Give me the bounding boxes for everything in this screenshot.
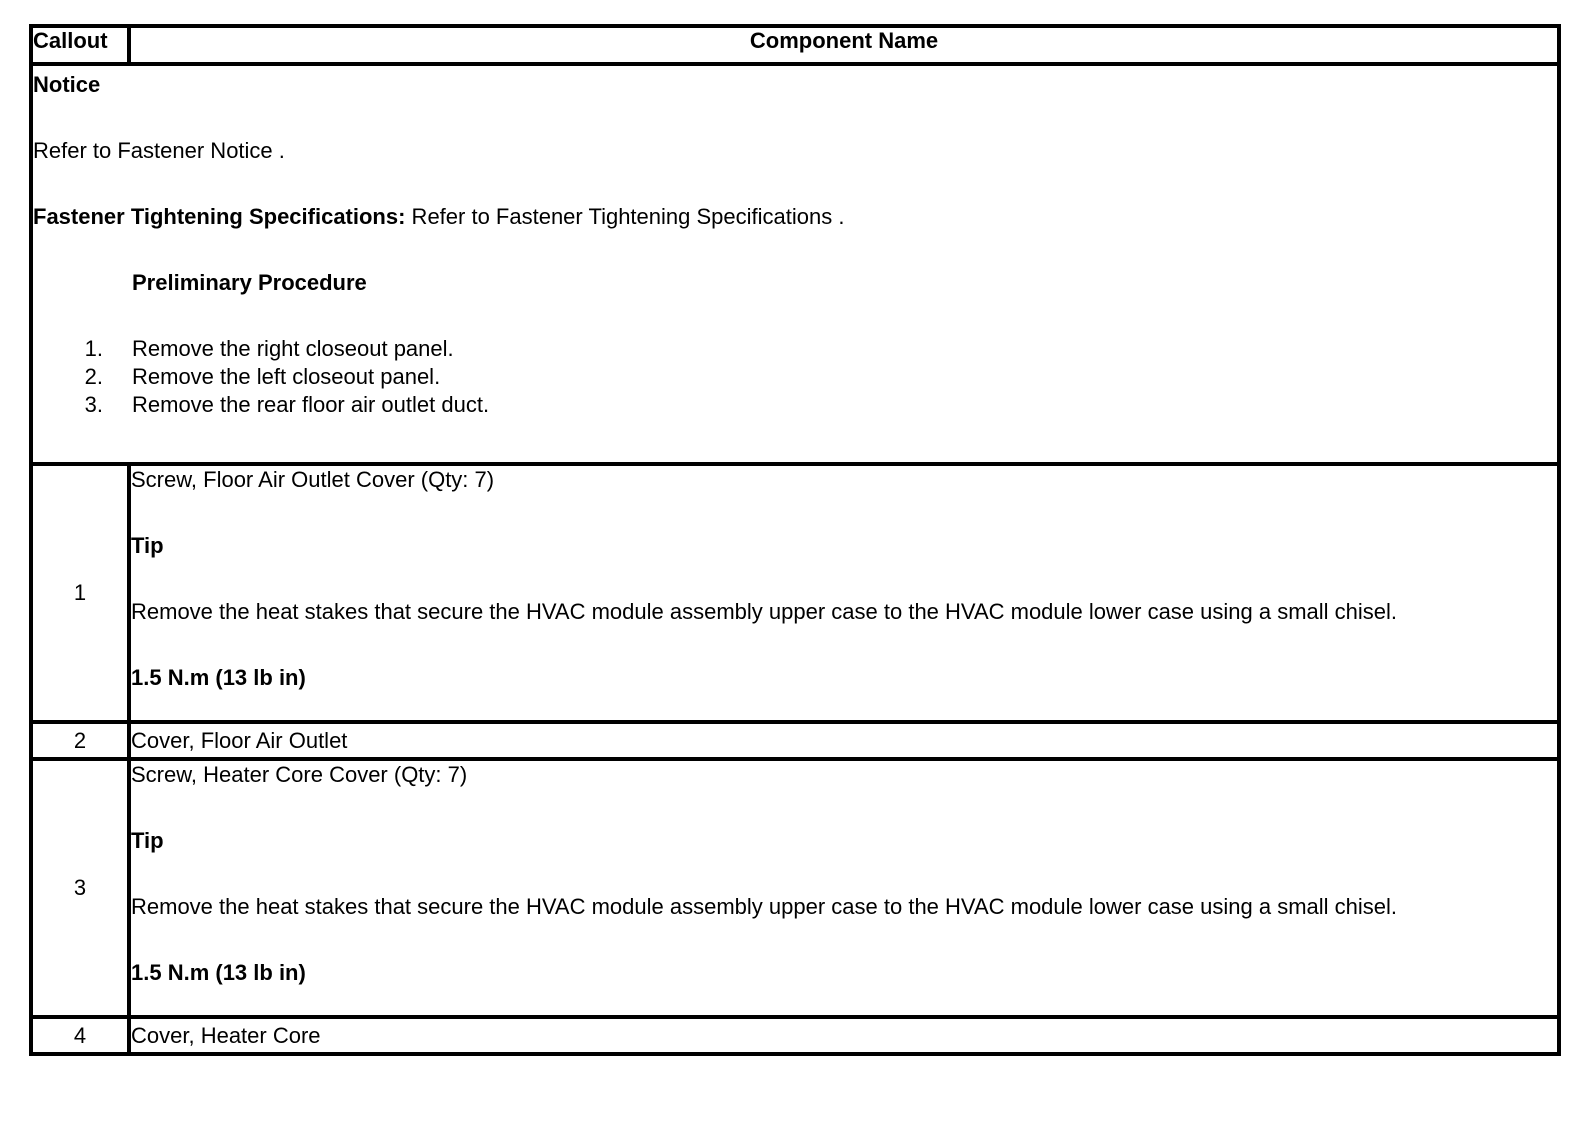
component-cell [129,464,1559,722]
component-cell [129,759,1559,1017]
callout-number: 1 [31,464,129,722]
callout-number: 3 [31,759,129,1017]
notice-title: Notice [33,72,101,97]
torque-spec: 1.5 N.m (13 lb in) [131,665,306,690]
preliminary-procedure-title: Preliminary Procedure [132,270,367,295]
notice-cell [31,64,1559,464]
preliminary-steps-list [33,335,1557,419]
component-name: Screw, Heater Core Cover (Qty: 7) [131,762,468,787]
step-number: 2. [84,364,103,389]
list-item [33,335,1557,363]
tightening-spec-label: Fastener Tightening Specifications: [33,204,406,229]
table-row [31,759,1559,1017]
table-header-row [31,26,1559,64]
fastener-notice-reference [33,137,1557,165]
component-table [29,24,1561,1056]
component-name: Screw, Floor Air Outlet Cover (Qty: 7) [131,467,495,492]
step-number: 1. [84,336,103,361]
component-name: Cover, Floor Air Outlet [129,722,1559,759]
table-row [31,722,1559,759]
component-name: Cover, Heater Core [129,1017,1559,1054]
tightening-spec-text: Refer to Fastener Tightening Specifications . [405,204,845,229]
list-item [33,391,1557,419]
callout-number: 2 [31,722,129,759]
step-text: Remove the rear floor air outlet duct. [132,392,490,417]
list-item [33,363,1557,391]
table-row [31,464,1559,722]
callout-column-header: Callout [31,26,129,64]
tip-text: Remove the heat stakes that secure the HVAC module assembly upper case to the HVAC module lower case using a small chisel. [131,894,1398,919]
notice-row [31,64,1559,464]
step-text: Remove the right closeout panel. [132,336,454,361]
tip-title: Tip [131,533,164,558]
callout-number: 4 [31,1017,129,1054]
step-text: Remove the left closeout panel. [132,364,441,389]
tip-text: Remove the heat stakes that secure the HVAC module assembly upper case to the HVAC module lower case using a small chisel. [131,599,1398,624]
tightening-spec-line [33,203,1557,231]
fastener-notice-text: Refer to Fastener Notice . [33,138,285,163]
step-number: 3. [84,392,103,417]
table-row [31,1017,1559,1054]
torque-spec: 1.5 N.m (13 lb in) [131,960,306,985]
tip-title: Tip [131,828,164,853]
component-name-column-header: Component Name [129,26,1559,64]
